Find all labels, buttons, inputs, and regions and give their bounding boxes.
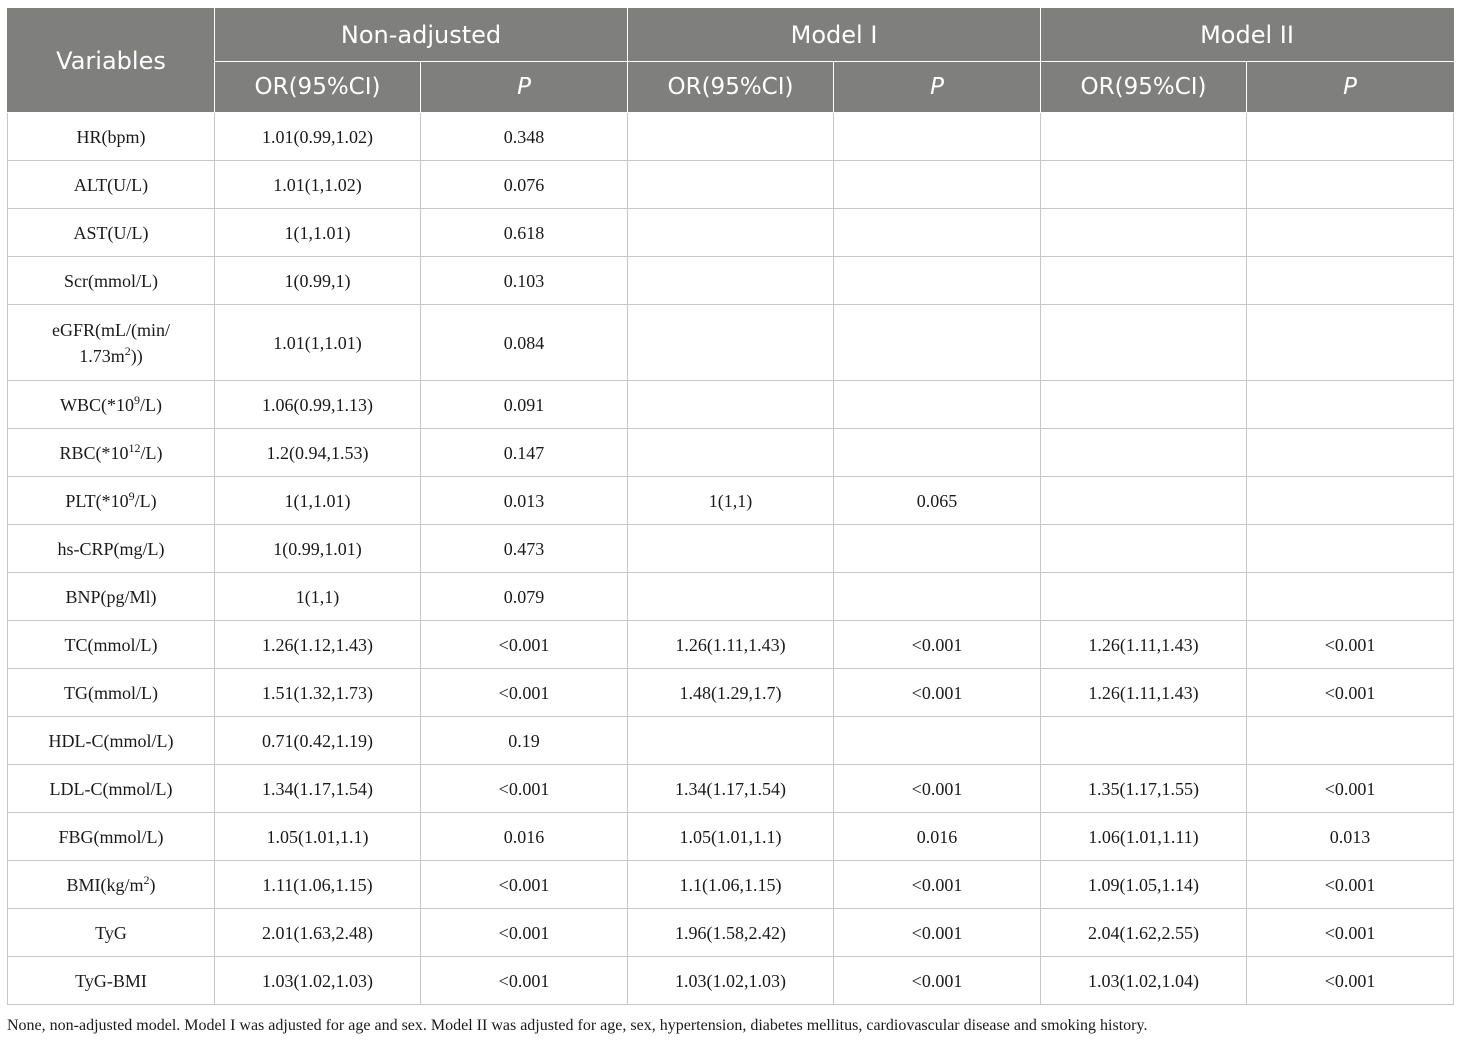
p-value-cell	[1247, 525, 1454, 573]
variable-name	[95, 920, 127, 946]
table-row	[8, 669, 1454, 717]
or-cell: 0.71(0.42,1.19)	[215, 717, 421, 765]
variable-text: Scr(mmol/L)	[64, 270, 158, 291]
variable-name	[66, 872, 155, 898]
p-value-cell: 0.348	[421, 113, 628, 161]
or-cell	[1041, 525, 1247, 573]
p-value-cell: <0.001	[834, 621, 1041, 669]
p-value-cell: <0.001	[1247, 861, 1454, 909]
or-cell: 1(0.99,1)	[215, 257, 421, 305]
table-row	[8, 909, 1454, 957]
variable-text: /L)	[140, 442, 163, 463]
variable-name	[57, 536, 164, 562]
p-value-cell: 0.065	[834, 477, 1041, 525]
or-cell	[1041, 257, 1247, 305]
or-cell	[1041, 305, 1247, 381]
or-cell: 1(0.99,1.01)	[215, 525, 421, 573]
table-row	[8, 621, 1454, 669]
variable-name	[60, 392, 162, 418]
table-header	[8, 9, 1454, 113]
variable-superscript: 9	[128, 488, 135, 503]
or-cell: 1.03(1.02,1.04)	[1041, 957, 1247, 1005]
variable-cell	[8, 861, 215, 909]
p-value-cell: <0.001	[421, 957, 628, 1005]
or-cell	[1041, 381, 1247, 429]
p-value-cell	[1247, 429, 1454, 477]
p-value-cell: 0.147	[421, 429, 628, 477]
or-cell	[628, 573, 834, 621]
p-value-cell: <0.001	[834, 909, 1041, 957]
variable-cell	[8, 477, 215, 525]
table-row	[8, 209, 1454, 257]
p-value-cell	[834, 429, 1041, 477]
or-cell	[1041, 209, 1247, 257]
p-value-cell: <0.001	[1247, 909, 1454, 957]
variable-text: )	[149, 874, 156, 895]
variable-cell	[8, 161, 215, 209]
variable-name	[58, 824, 163, 850]
or-cell: 1.11(1.06,1.15)	[215, 861, 421, 909]
variable-cell	[8, 257, 215, 305]
p-value-cell	[1247, 573, 1454, 621]
or-cell: 2.01(1.63,2.48)	[215, 909, 421, 957]
p-value-cell: <0.001	[421, 861, 628, 909]
variable-text: FBG(mmol/L)	[58, 826, 164, 847]
variable-text: 1.73m	[79, 345, 125, 366]
variable-text: HDL-C(mmol/L)	[48, 730, 174, 751]
p-value-cell: 0.013	[1247, 813, 1454, 861]
or-cell: 1.34(1.17,1.54)	[215, 765, 421, 813]
p-value-cell	[1247, 161, 1454, 209]
variables-header: Variables	[8, 9, 215, 113]
or-cell	[628, 525, 834, 573]
p-value-cell	[834, 161, 1041, 209]
table-row	[8, 381, 1454, 429]
or-cell	[1041, 429, 1247, 477]
table-row	[8, 113, 1454, 161]
p-value-cell	[834, 525, 1041, 573]
p-value-cell: 0.079	[421, 573, 628, 621]
or-cell: 1.96(1.58,2.42)	[628, 909, 834, 957]
or-cell: 1.48(1.29,1.7)	[628, 669, 834, 717]
p-value-cell: <0.001	[1247, 621, 1454, 669]
variable-cell	[8, 573, 215, 621]
variable-cell	[8, 717, 215, 765]
variable-text: hs-CRP(mg/L)	[57, 538, 165, 559]
p-value-cell	[834, 717, 1041, 765]
p-value-cell	[1247, 257, 1454, 305]
or-cell	[628, 305, 834, 381]
variable-cell	[8, 525, 215, 573]
table-row	[8, 477, 1454, 525]
p-value-cell: <0.001	[421, 621, 628, 669]
variable-text: ))	[130, 345, 143, 366]
p-value-cell	[1247, 381, 1454, 429]
or-cell: 1.26(1.11,1.43)	[628, 621, 834, 669]
p-value-cell	[834, 381, 1041, 429]
variable-name	[77, 124, 146, 150]
variable-superscript: 2	[143, 872, 150, 887]
p-value-cell: 0.016	[834, 813, 1041, 861]
or-cell: 1.01(1,1.01)	[215, 305, 421, 381]
variable-name	[64, 268, 158, 294]
variable-cell	[8, 669, 215, 717]
p-value-cell	[1247, 477, 1454, 525]
table-row	[8, 813, 1454, 861]
or-cell: 1(1,1)	[215, 573, 421, 621]
variable-superscript: 2	[124, 343, 131, 358]
variable-name	[50, 776, 173, 802]
group-header-model-1: Model I	[628, 9, 1041, 62]
table-row	[8, 161, 1454, 209]
p-value-cell: 0.013	[421, 477, 628, 525]
variable-text: PLT(*10	[65, 490, 129, 511]
or-cell: 1.26(1.11,1.43)	[1041, 669, 1247, 717]
or-cell	[628, 429, 834, 477]
or-cell	[628, 257, 834, 305]
or-cell: 1.01(0.99,1.02)	[215, 113, 421, 161]
or-cell: 1(1,1.01)	[215, 209, 421, 257]
variable-superscript: 12	[128, 440, 141, 455]
p-value-cell: 0.076	[421, 161, 628, 209]
p-value-cell: <0.001	[834, 861, 1041, 909]
or-cell: 1.2(0.94,1.53)	[215, 429, 421, 477]
p-value-cell: 0.618	[421, 209, 628, 257]
table-row	[8, 957, 1454, 1005]
p-value-cell	[1247, 209, 1454, 257]
p-value-cell	[1247, 717, 1454, 765]
variable-name	[74, 172, 148, 198]
variable-text: eGFR(mL/(min/	[52, 319, 170, 340]
or-cell	[1041, 717, 1247, 765]
variable-text: TyG-BMI	[75, 970, 147, 991]
p-value-cell: 0.473	[421, 525, 628, 573]
or-cell: 1.26(1.12,1.43)	[215, 621, 421, 669]
p-value-cell: 0.091	[421, 381, 628, 429]
table-row	[8, 573, 1454, 621]
variable-cell	[8, 429, 215, 477]
or-cell: 2.04(1.62,2.55)	[1041, 909, 1247, 957]
variable-text: AST(U/L)	[73, 222, 149, 243]
variable-cell	[8, 909, 215, 957]
or-cell	[628, 381, 834, 429]
p-value-cell: <0.001	[834, 765, 1041, 813]
variable-cell	[8, 305, 215, 381]
variable-cell	[8, 813, 215, 861]
variable-text: TC(mmol/L)	[64, 634, 158, 655]
variable-name	[65, 584, 156, 610]
p-value-cell: 0.19	[421, 717, 628, 765]
variable-name	[65, 632, 158, 658]
variable-text: /L)	[140, 394, 162, 415]
or-cell	[628, 209, 834, 257]
variable-cell	[8, 621, 215, 669]
variable-cell	[8, 957, 215, 1005]
variable-name	[59, 440, 162, 466]
group-header-model-2: Model II	[1041, 9, 1454, 62]
or-cell: 1.06(0.99,1.13)	[215, 381, 421, 429]
p-value-cell: 0.016	[421, 813, 628, 861]
p-value-cell: <0.001	[1247, 765, 1454, 813]
p-header: P	[1247, 62, 1454, 113]
variable-text: HR(bpm)	[76, 126, 146, 147]
or-cell: 1.03(1.02,1.03)	[628, 957, 834, 1005]
p-header: P	[421, 62, 628, 113]
or-cell: 1.05(1.01,1.1)	[628, 813, 834, 861]
or-header: OR(95%CI)	[215, 62, 421, 113]
table-row	[8, 305, 1454, 381]
or-cell	[1041, 477, 1247, 525]
p-value-cell	[1247, 305, 1454, 381]
or-cell: 1.34(1.17,1.54)	[628, 765, 834, 813]
variable-text: LDL-C(mmol/L)	[49, 778, 173, 799]
table-row	[8, 717, 1454, 765]
p-value-cell: <0.001	[1247, 669, 1454, 717]
or-cell: 1.06(1.01,1.11)	[1041, 813, 1247, 861]
p-value-cell	[834, 573, 1041, 621]
or-cell	[1041, 113, 1247, 161]
p-value-cell	[834, 305, 1041, 381]
variable-text: BMI(kg/m	[66, 874, 144, 895]
or-cell: 1.05(1.01,1.1)	[215, 813, 421, 861]
variable-text: TyG	[95, 922, 127, 943]
or-cell	[628, 161, 834, 209]
variable-text: /L)	[134, 490, 157, 511]
or-cell: 1.26(1.11,1.43)	[1041, 621, 1247, 669]
or-cell	[628, 113, 834, 161]
or-cell: 1.35(1.17,1.55)	[1041, 765, 1247, 813]
variable-cell	[8, 209, 215, 257]
p-value-cell: <0.001	[834, 669, 1041, 717]
or-cell: 1.1(1.06,1.15)	[628, 861, 834, 909]
variable-cell	[8, 381, 215, 429]
p-value-cell: <0.001	[834, 957, 1041, 1005]
or-header: OR(95%CI)	[628, 62, 834, 113]
p-value-cell	[834, 257, 1041, 305]
variable-name	[75, 968, 147, 994]
or-cell	[628, 717, 834, 765]
or-cell: 1.03(1.02,1.03)	[215, 957, 421, 1005]
p-header: P	[834, 62, 1041, 113]
variable-name	[49, 728, 174, 754]
or-cell: 1(1,1)	[628, 477, 834, 525]
or-header: OR(95%CI)	[1041, 62, 1247, 113]
p-value-cell: <0.001	[421, 765, 628, 813]
table-row	[8, 429, 1454, 477]
variable-text: BNP(pg/Ml)	[65, 586, 157, 607]
p-value-cell: 0.084	[421, 305, 628, 381]
p-value-cell: <0.001	[421, 669, 628, 717]
or-cell: 1(1,1.01)	[215, 477, 421, 525]
table-row	[8, 861, 1454, 909]
or-cell	[1041, 161, 1247, 209]
variable-name	[74, 220, 149, 246]
odds-ratio-table	[7, 8, 1454, 1005]
table-row	[8, 525, 1454, 573]
p-value-cell: 0.103	[421, 257, 628, 305]
table-body	[8, 113, 1454, 1005]
or-cell: 1.09(1.05,1.14)	[1041, 861, 1247, 909]
p-value-cell	[1247, 113, 1454, 161]
variable-text: ALT(U/L)	[73, 174, 149, 195]
p-value-cell: <0.001	[421, 909, 628, 957]
or-cell: 1.01(1,1.02)	[215, 161, 421, 209]
variable-cell	[8, 765, 215, 813]
variable-name	[52, 317, 170, 369]
variable-text: WBC(*10	[60, 394, 134, 415]
table-footnote: None, non-adjusted model. Model I was adjusted for age and sex. Model II was adjusted for age, sex, hypertension, diabetes mellitus, cardiovascular disease and smoking history.	[7, 1017, 1148, 1034]
variable-text: RBC(*10	[59, 442, 129, 463]
p-value-cell	[834, 209, 1041, 257]
group-header-non-adjusted: Non-adjusted	[215, 9, 628, 62]
p-value-cell	[834, 113, 1041, 161]
or-cell: 1.51(1.32,1.73)	[215, 669, 421, 717]
variable-name	[64, 680, 158, 706]
p-value-cell: <0.001	[1247, 957, 1454, 1005]
or-cell	[1041, 573, 1247, 621]
table-row	[8, 765, 1454, 813]
variable-text: TG(mmol/L)	[64, 682, 158, 703]
variable-superscript: 9	[134, 392, 140, 407]
variable-cell	[8, 113, 215, 161]
variable-name	[65, 488, 156, 514]
table-row	[8, 257, 1454, 305]
